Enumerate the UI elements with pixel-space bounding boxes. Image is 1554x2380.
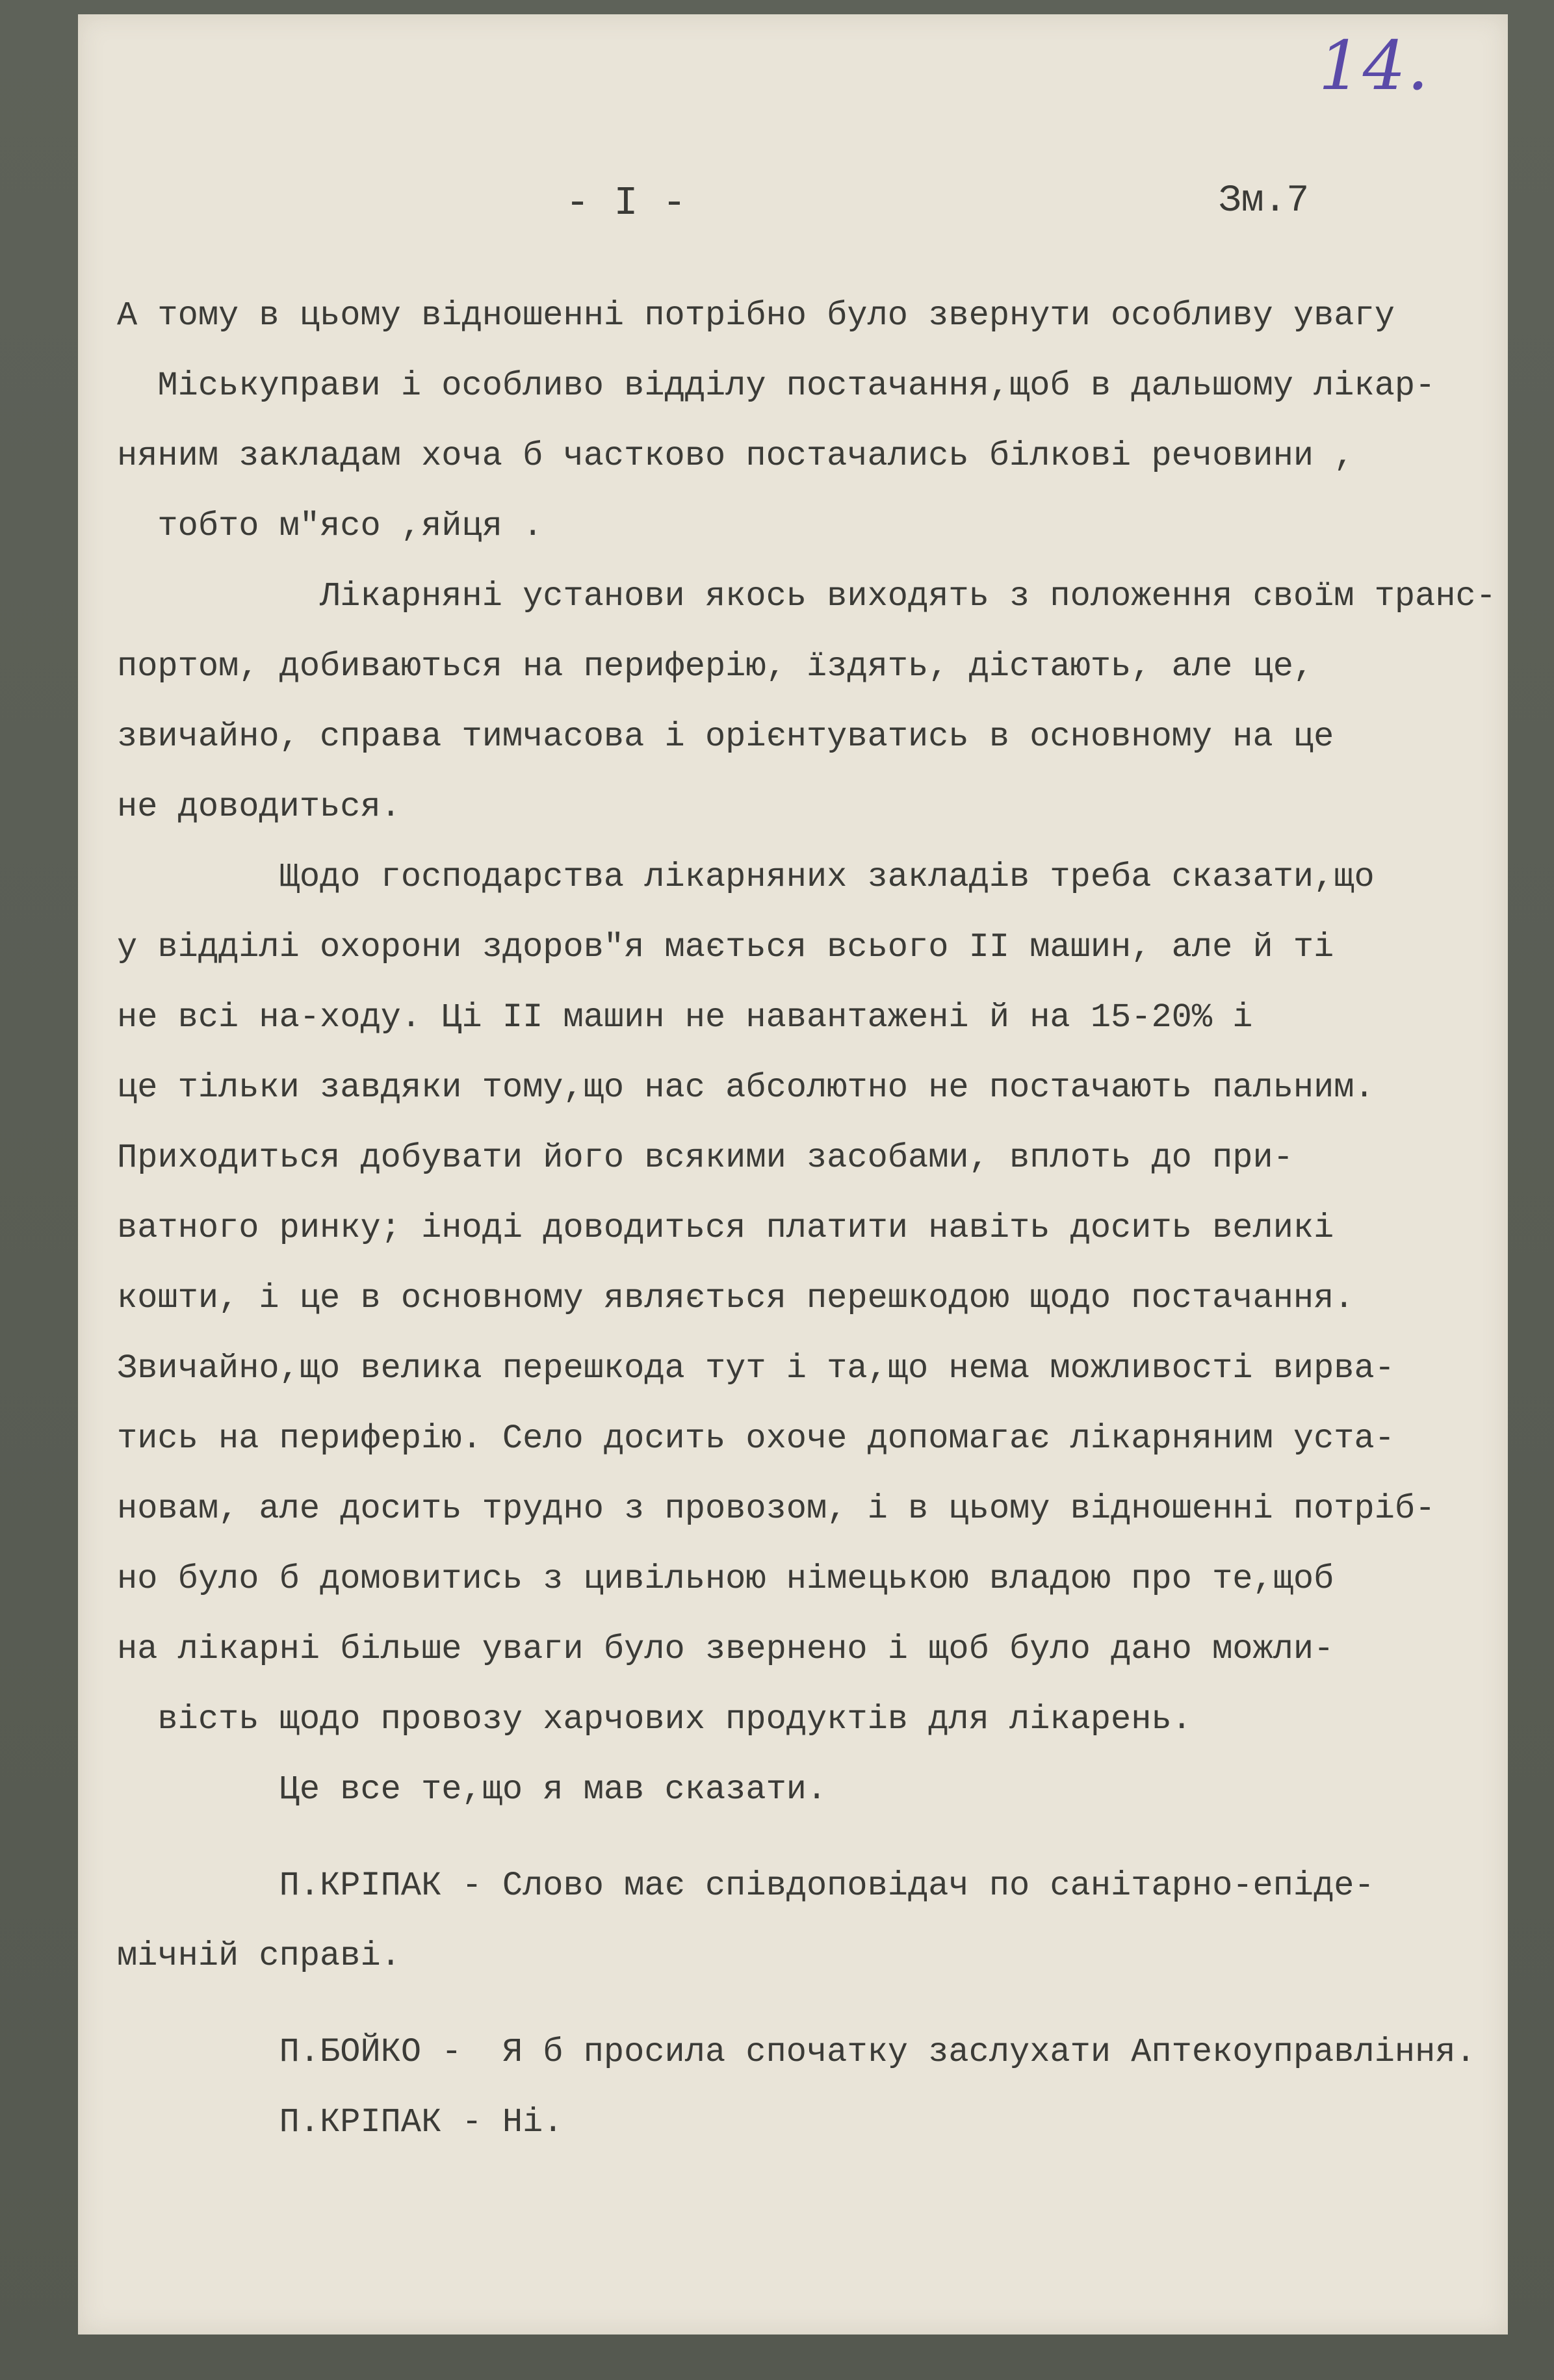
text-line: няним закладам хоча б частково постачались білкові речовини , xyxy=(117,437,1354,475)
text-line: тись на периферію. Село досить охоче допомагає лікарняним уста- xyxy=(117,1419,1395,1458)
text-line: звичайно, справа тимчасова і орієнтуватись в основному на це xyxy=(117,718,1334,756)
text-line: вість щодо провозу харчових продуктів для лікарень. xyxy=(117,1700,1192,1739)
paragraph xyxy=(117,1755,1514,1825)
text-line: Звичайно,що велика перешкода тут і та,що нема можливості вирва- xyxy=(117,1349,1395,1388)
text-line: мічній справі. xyxy=(117,1937,401,1975)
text-line: П.КРІПАК - Слово має співдоповідач по санітарно-епіде- xyxy=(117,1867,1375,1905)
spacer xyxy=(117,1991,1514,2017)
spacer xyxy=(117,1825,1514,1851)
text-line: портом, добиваються на периферію, їздять, дістають, але це, xyxy=(117,647,1314,686)
paragraph xyxy=(117,281,1514,562)
text-line: ватного ринку; іноді доводиться платити навіть досить великі xyxy=(117,1209,1334,1247)
text-line: на лікарні більше уваги було звернено і щоб було дано можли- xyxy=(117,1630,1334,1668)
text-line: П.КРІПАК - Ні. xyxy=(117,2103,563,2141)
text-line: Приходиться добувати його всякими засобами, вплоть до при- xyxy=(117,1139,1293,1177)
document-body xyxy=(117,281,1514,2158)
text-line: це тільки завдяки тому,що нас абсолютно не постачають пальним. xyxy=(117,1068,1375,1107)
speaker-remark xyxy=(117,1851,1514,1991)
text-line: у відділі охорони здоров"я мається всього II машин, але й ті xyxy=(117,928,1334,966)
text-line: А тому в цьому відношенні потрібно було звернути особливу увагу xyxy=(117,296,1395,335)
text-line: Лікарняні установи якось виходять з положення своїм транс- xyxy=(117,577,1496,615)
page-number: - I - xyxy=(565,180,687,226)
sheet-code: Зм.7 xyxy=(1219,180,1310,222)
text-line: Щодо господарства лікарняних закладів треба сказати,що xyxy=(117,858,1375,896)
document-sheet xyxy=(78,14,1508,2335)
text-line: не всі на-ходу. Ці II машин не навантажені й на 15-20% і xyxy=(117,998,1253,1037)
text-line: кошти, і це в основному являється перешкодою щодо постачання. xyxy=(117,1279,1354,1317)
text-line: Міськуправи і особливо відділу постачання,щоб в дальшому лікар- xyxy=(117,367,1436,405)
paragraph xyxy=(117,842,1514,1755)
text-line: новам, але досить трудно з провозом, і в цьому відношенні потріб- xyxy=(117,1490,1436,1528)
paragraph xyxy=(117,562,1514,842)
text-line: Це все те,що я мав сказати. xyxy=(117,1770,827,1809)
text-line: но було б домовитись з цивільною німецькою владою про те,щоб xyxy=(117,1560,1334,1598)
folio-number: 14. xyxy=(1318,26,1430,105)
speaker-remark xyxy=(117,2017,1514,2158)
text-line: не доводиться. xyxy=(117,788,401,826)
text-line: тобто м"ясо ,яйця . xyxy=(117,507,543,545)
text-line: П.БОЙКО - Я б просила спочатку заслухати Аптекоуправління. xyxy=(117,2033,1476,2071)
